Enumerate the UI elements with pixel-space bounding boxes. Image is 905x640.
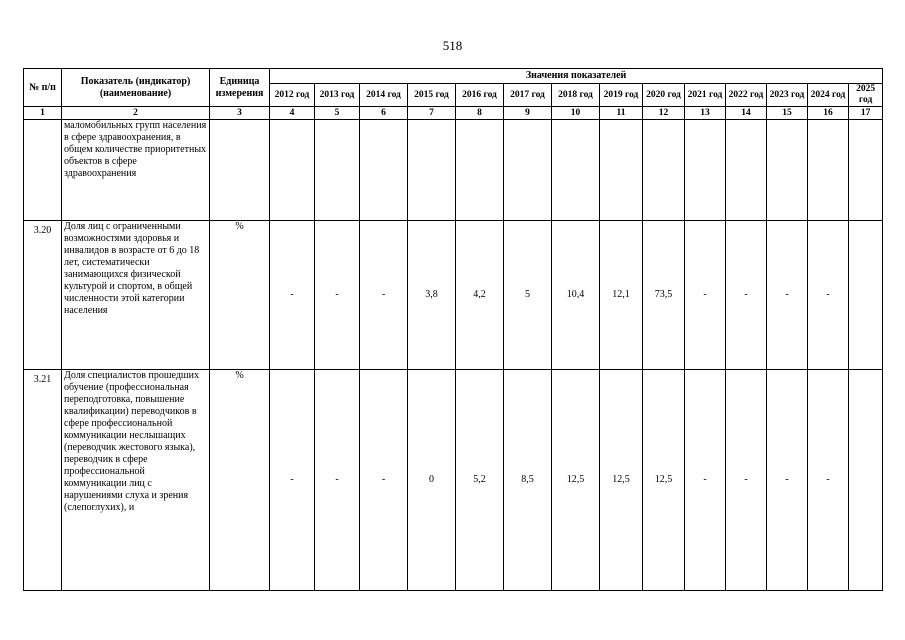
column-number: 14 [726,107,767,120]
row-value: - [360,221,408,370]
row-indicator-text: Доля специалистов прошедших обучение (профессиональная переподготовка, повышение квалификации) переводчиков в сфере профессиональной коммуникации неслышащих (переводчик жестового языка), переводчик в сфере профессиональной коммуникации лиц с нарушениями слуха и зрения (слепоглухих), и [64,370,199,513]
header-unit: Единица измерения [210,69,270,107]
row-value: 5 [504,221,552,370]
column-number: 3 [210,107,270,120]
column-number: 17 [849,107,883,120]
row-value: - [270,221,315,370]
row-value: - [808,221,849,370]
row-value [849,221,883,370]
column-number: 1 [24,107,62,120]
row-value: 12,5 [600,370,643,591]
row-value: 12,5 [643,370,685,591]
row-unit [210,120,270,221]
row-value: 12,1 [600,221,643,370]
header-indicator: Показатель (индикатор) (наименование) [62,69,210,107]
header-values: Значения показателей [270,69,883,84]
header-column-numbers-row [24,107,883,120]
row-value: - [360,370,408,591]
header-year: 2024 год [808,84,849,107]
row-value: - [767,221,808,370]
header-year: 2023 год [767,84,808,107]
row-value: 12,5 [552,370,600,591]
table-row [24,221,883,370]
column-number: 12 [643,107,685,120]
table-row [24,370,883,591]
column-number: 11 [600,107,643,120]
row-value: 73,5 [643,221,685,370]
row-value: - [270,370,315,591]
row-value [408,120,456,221]
row-value [552,120,600,221]
row-value [360,120,408,221]
header-year: 2017 год [504,84,552,107]
row-value: 8,5 [504,370,552,591]
row-unit: % [210,221,270,370]
row-indicator-text: маломобильных групп населения в сфере здравоохранения, в общем количестве приоритетных объектов в сфере здравоохранения [64,120,207,179]
row-value [270,120,315,221]
row-value [643,120,685,221]
column-number: 8 [456,107,504,120]
column-number: 13 [685,107,726,120]
column-number: 2 [62,107,210,120]
row-value: - [315,370,360,591]
header-year: 2016 год [456,84,504,107]
header-year: 2022 год [726,84,767,107]
row-value: 3,8 [408,221,456,370]
row-value: - [315,221,360,370]
row-value [456,120,504,221]
row-number: 3.20 [24,221,62,370]
column-number: 7 [408,107,456,120]
row-indicator-name [62,120,210,221]
row-value [504,120,552,221]
row-number [24,120,62,221]
row-value: - [726,221,767,370]
header-year: 2025 год [849,84,883,107]
row-unit: % [210,370,270,591]
row-indicator-text: Доля лиц с ограниченными возможностями здоровья и инвалидов в возрасте от 6 до 18 лет, систематически занимающихся физической культурой и спортом, в общей численности этой категории населения [64,221,200,316]
header-year: 2013 год [315,84,360,107]
row-value [600,120,643,221]
row-value: - [726,370,767,591]
header-year: 2020 год [643,84,685,107]
row-indicator-name [62,370,210,591]
row-value: 10,4 [552,221,600,370]
row-value [315,120,360,221]
row-value [808,120,849,221]
row-number: 3.21 [24,370,62,591]
header-year: 2012 год [270,84,315,107]
column-number: 4 [270,107,315,120]
indicators-table [23,68,883,591]
row-value [726,120,767,221]
row-value: 0 [408,370,456,591]
column-number: 9 [504,107,552,120]
row-value: - [767,370,808,591]
header-year: 2021 год [685,84,726,107]
row-value [685,120,726,221]
row-value [767,120,808,221]
row-value: - [685,221,726,370]
row-value: - [685,370,726,591]
page-number: 518 [442,38,463,53]
header-num: № п/п [24,69,62,107]
column-number: 15 [767,107,808,120]
header-year: 2014 год [360,84,408,107]
row-value [849,370,883,591]
header-year: 2019 год [600,84,643,107]
column-number: 10 [552,107,600,120]
row-value: - [808,370,849,591]
row-indicator-name [62,221,210,370]
row-value [849,120,883,221]
header-year: 2018 год [552,84,600,107]
table-row [24,120,883,221]
row-value: 4,2 [456,221,504,370]
header-year: 2015 год [408,84,456,107]
row-value: 5,2 [456,370,504,591]
column-number: 6 [360,107,408,120]
column-number: 16 [808,107,849,120]
column-number: 5 [315,107,360,120]
